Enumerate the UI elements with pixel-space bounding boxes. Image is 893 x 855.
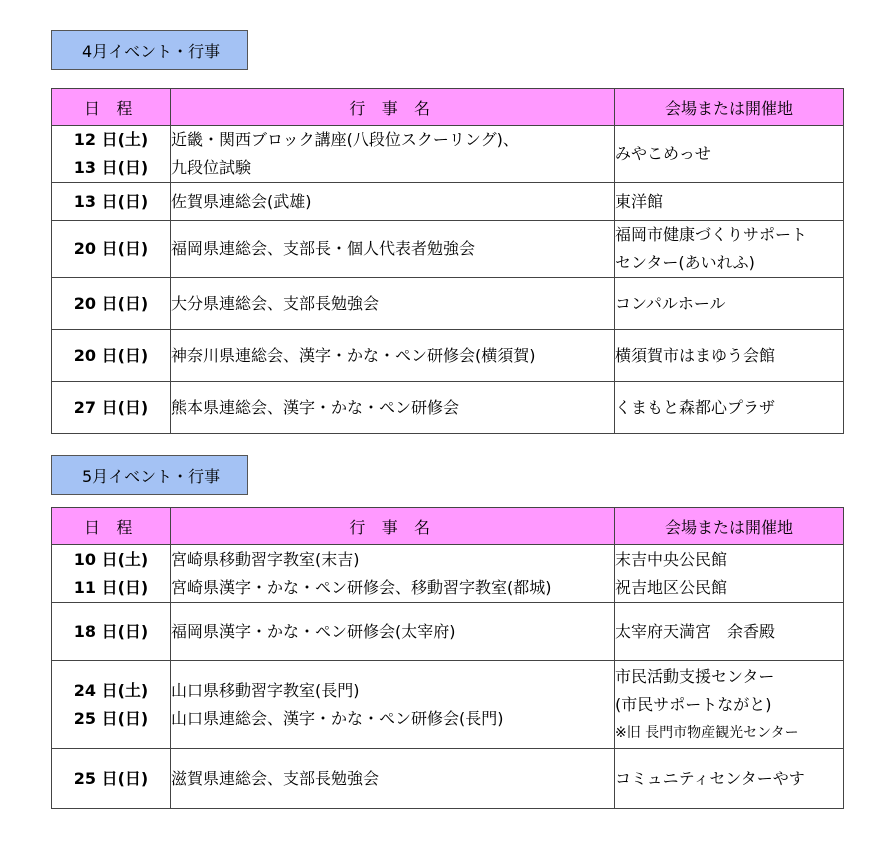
venue-cell [615,278,844,330]
section-title-april-text: 4月イベント・行事 [82,41,221,61]
event-cell [171,545,615,603]
venue-text: くまもと森都心プラザ [615,397,776,417]
schedule-table-april [51,88,844,434]
date-text: 25 日(日) [73,768,149,788]
event-text: 近畿・関西ブロック講座(八段位スクーリング)、 [171,130,519,149]
date-cell [52,382,171,434]
event-text: 山口県移動習字教室(長門) [171,680,360,700]
header-date: 日 程 [52,89,171,126]
event-text: 佐賀県連総会(武雄) [171,191,312,211]
venue-text: みやこめっせ [615,144,711,163]
date-cell [52,661,171,749]
table-header-row [52,508,844,545]
header-venue: 会場または開催地 [615,508,844,545]
table-row [52,603,844,661]
venue-cell [615,382,844,434]
venue-cell [615,221,844,278]
venue-text: コンパルホール [615,293,726,313]
header-event: 行 事 名 [171,508,615,545]
event-cell [171,603,615,661]
date-text: 20 日(日) [73,239,149,258]
event-text: 熊本県連総会、漢字・かな・ペン研修会 [171,397,460,417]
event-cell [171,278,615,330]
venue-text: 祝吉地区公民館 [615,577,728,597]
event-text: 宮崎県漢字・かな・ペン研修会、移動習字教室(都城) [171,577,552,597]
date-cell [52,278,171,330]
venue-cell [615,661,844,749]
date-text: 13 日(日) [73,191,149,211]
venue-cell [615,749,844,809]
event-cell [171,126,615,183]
venue-cell [615,603,844,661]
venue-text: コミュニティセンターやす [615,768,805,788]
section-title-may [51,455,248,495]
section-title-april [51,30,248,70]
date-cell [52,126,171,183]
date-cell [52,545,171,603]
venue-cell [615,545,844,603]
event-text: 山口県連総会、漢字・かな・ペン研修会(長門) [171,708,504,728]
venue-text: センター(あいれふ) [615,253,755,272]
venue-cell [615,126,844,183]
event-text: 福岡県連総会、支部長・個人代表者勉強会 [171,239,476,258]
table-row [52,126,844,183]
venue-cell [615,330,844,382]
date-text: 20 日(日) [73,293,149,313]
event-text: 宮崎県移動習字教室(末吉) [171,549,360,569]
header-date: 日 程 [52,508,171,545]
table-row [52,183,844,221]
venue-cell [615,183,844,221]
venue-text: 横須賀市はまゆう会館 [615,345,776,365]
section-title-may-text: 5月イベント・行事 [82,466,221,486]
venue-text: 福岡市健康づくりサポート [615,225,808,244]
date-text: 13 日(日) [73,158,149,177]
venue-text: 東洋館 [615,191,664,211]
event-cell [171,382,615,434]
date-text: 24 日(土) [73,680,149,700]
table-row [52,749,844,809]
venue-text: ※旧 長門市物産観光センター [615,724,799,741]
date-cell [52,749,171,809]
event-cell [171,221,615,278]
event-text: 福岡県漢字・かな・ペン研修会(太宰府) [171,621,456,641]
date-cell [52,221,171,278]
event-cell [171,183,615,221]
header-venue: 会場または開催地 [615,89,844,126]
event-text: 大分県連総会、支部長勉強会 [171,293,380,313]
venue-text: 末吉中央公民館 [615,549,728,569]
date-text: 20 日(日) [73,345,149,365]
table-row [52,661,844,749]
event-text: 神奈川県連総会、漢字・かな・ペン研修会(横須賀) [171,345,536,365]
schedule-table-may [51,507,844,809]
date-cell [52,183,171,221]
header-event: 行 事 名 [171,89,615,126]
table-row [52,278,844,330]
date-text: 11 日(日) [73,577,149,597]
venue-text: 市民活動支援センター [615,666,775,686]
table-header-row [52,89,844,126]
table-row [52,382,844,434]
event-cell [171,661,615,749]
date-text: 25 日(日) [73,708,149,728]
table-row [52,221,844,278]
event-cell [171,749,615,809]
date-text: 12 日(土) [73,130,149,149]
event-text: 滋賀県連総会、支部長勉強会 [171,768,380,788]
date-cell [52,330,171,382]
date-text: 18 日(日) [73,621,149,641]
venue-text: (市民サポートながと) [615,694,772,714]
venue-text: 太宰府天満宮 余香殿 [615,621,776,641]
date-cell [52,603,171,661]
table-row [52,330,844,382]
event-text: 九段位試験 [171,158,252,177]
table-row [52,545,844,603]
date-text: 27 日(日) [73,397,149,417]
event-cell [171,330,615,382]
date-text: 10 日(土) [73,549,149,569]
